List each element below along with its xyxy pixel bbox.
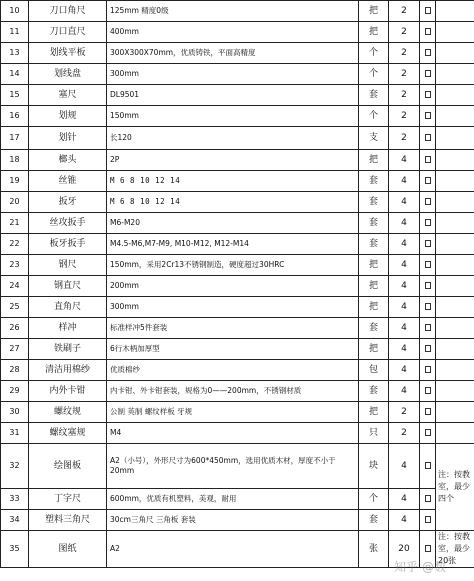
item-spec: 400mm [107,22,359,43]
checkbox-icon [425,156,431,163]
item-name: 划规 [29,106,107,127]
item-quantity: 2 [389,127,420,150]
note-cell-empty [436,402,474,423]
checkbox-icon [425,462,431,469]
checkbox-icon [425,516,431,523]
checkbox-cell [420,85,436,106]
checkbox-icon [425,387,431,394]
checkbox-icon [425,495,431,502]
table-row [1,381,474,402]
checkbox-cell [420,171,436,192]
item-quantity: 4 [389,150,420,171]
item-spec: 200mm [107,276,359,297]
checkbox-icon [425,112,431,119]
row-number: 30 [1,402,29,423]
row-number: 35 [1,531,29,568]
checkbox-cell [420,276,436,297]
table-row [1,339,474,360]
item-quantity: 4 [389,192,420,213]
item-unit: 张 [359,531,389,568]
item-quantity: 4 [389,276,420,297]
item-name: 钢尺 [29,255,107,276]
checkbox-cell [420,255,436,276]
note-cell-empty [436,276,474,297]
table-row [1,402,474,423]
item-name: 图纸 [29,531,107,568]
note-cell-empty [436,255,474,276]
item-quantity: 4 [389,339,420,360]
item-unit: 个 [359,106,389,127]
item-quantity: 4 [389,297,420,318]
item-quantity: 2 [389,106,420,127]
table-row [1,276,474,297]
checkbox-icon [425,408,431,415]
item-quantity: 2 [389,423,420,444]
item-name: 板牙扳手 [29,234,107,255]
item-spec: M 6 8 10 12 14 [107,192,359,213]
row-number: 25 [1,297,29,318]
item-quantity: 4 [389,318,420,339]
checkbox-icon [425,7,431,14]
row-number: 27 [1,339,29,360]
item-spec: 2P [107,150,359,171]
checkbox-cell [420,381,436,402]
item-spec: 150mm，采用2Cr13不锈钢制造，硬度超过30HRC [107,255,359,276]
item-unit: 块 [359,444,389,489]
table-row [1,85,474,106]
item-spec: 300mm [107,64,359,85]
checkbox-icon [425,545,431,552]
note-cell-empty [436,423,474,444]
checkbox-cell [420,339,436,360]
table-row [1,127,474,150]
item-spec: 标准样冲5件套装 [107,318,359,339]
item-name: 塞尺 [29,85,107,106]
item-unit: 把 [359,1,389,22]
row-number: 16 [1,106,29,127]
item-unit: 套 [359,381,389,402]
row-number: 13 [1,43,29,64]
item-unit: 把 [359,297,389,318]
watermark: 知乎 @数 [394,560,446,574]
item-unit: 把 [359,255,389,276]
item-unit: 把 [359,402,389,423]
row-number: 11 [1,22,29,43]
checkbox-icon [425,28,431,35]
item-quantity: 20 [389,531,420,568]
checkbox-cell [420,127,436,150]
table-row [1,192,474,213]
checkbox-cell [420,150,436,171]
item-quantity: 4 [389,510,420,531]
item-quantity: 4 [389,171,420,192]
item-spec: M4 [107,423,359,444]
checkbox-cell [420,234,436,255]
item-unit: 套 [359,510,389,531]
checkbox-icon [425,366,431,373]
checkbox-cell [420,106,436,127]
item-spec: DL9501 [107,85,359,106]
item-quantity: 4 [389,360,420,381]
item-spec: 125mm 精度0级 [107,1,359,22]
item-quantity: 4 [389,444,420,489]
checkbox-cell [420,531,436,568]
item-spec: 150mm [107,106,359,127]
item-unit: 套 [359,85,389,106]
note-cell-empty [436,150,474,171]
note-cell-empty [436,213,474,234]
note-cell-empty [436,381,474,402]
item-quantity: 2 [389,402,420,423]
note-cell-empty [436,1,474,22]
item-spec: 内卡钳、外卡钳套装，规格为0——200mm，不锈钢材质 [107,381,359,402]
note-cell-empty [436,297,474,318]
item-unit: 支 [359,127,389,150]
table-row [1,489,474,510]
note-cell: 注：按教室，最少20张 [436,531,474,568]
item-quantity: 2 [389,1,420,22]
note-cell-empty [436,192,474,213]
row-number: 15 [1,85,29,106]
checkbox-icon [425,303,431,310]
item-unit: 个 [359,64,389,85]
checkbox-icon [425,345,431,352]
item-unit: 把 [359,22,389,43]
item-name: 样冲 [29,318,107,339]
item-name: 丁字尺 [29,489,107,510]
checkbox-icon [425,177,431,184]
item-name: 丝攻扳手 [29,213,107,234]
row-number: 28 [1,360,29,381]
checkbox-icon [425,91,431,98]
checkbox-cell [420,318,436,339]
row-number: 10 [1,1,29,22]
item-name: 丝锥 [29,171,107,192]
item-quantity: 4 [389,255,420,276]
item-unit: 套 [359,192,389,213]
table-row [1,531,474,568]
item-name: 刀口角尺 [29,1,107,22]
note-cell-empty [436,22,474,43]
row-number: 21 [1,213,29,234]
table-row [1,444,474,489]
table-row [1,255,474,276]
item-name: 刀口直尺 [29,22,107,43]
item-name: 划针 [29,127,107,150]
item-spec: M4.5-M6,M7-M9, M10-M12, M12-M14 [107,234,359,255]
item-name: 螺纹规 [29,402,107,423]
item-unit: 把 [359,276,389,297]
item-unit: 个 [359,489,389,510]
row-number: 14 [1,64,29,85]
note-cell-empty [436,85,474,106]
row-number: 18 [1,150,29,171]
checkbox-icon [425,324,431,331]
item-quantity: 4 [389,381,420,402]
row-number: 24 [1,276,29,297]
row-number: 33 [1,489,29,510]
row-number: 23 [1,255,29,276]
item-unit: 把 [359,150,389,171]
item-name: 钢直尺 [29,276,107,297]
table-row [1,171,474,192]
checkbox-icon [425,429,431,436]
checkbox-icon [425,282,431,289]
checkbox-cell [420,444,436,489]
item-spec: A2 [107,531,359,568]
item-unit: 把 [359,339,389,360]
item-spec: 600mm，优质有机塑料，美观，耐用 [107,489,359,510]
item-quantity: 2 [389,22,420,43]
table-row [1,360,474,381]
checkbox-cell [420,43,436,64]
item-spec: 优质棉纱 [107,360,359,381]
item-quantity: 2 [389,43,420,64]
checkbox-cell [420,192,436,213]
item-unit: 包 [359,360,389,381]
item-unit: 套 [359,234,389,255]
item-name: 扳牙 [29,192,107,213]
item-spec: 30cm三角尺 三角板 套装 [107,510,359,531]
item-spec: 公制 英制 螺纹样板 牙规 [107,402,359,423]
table-row [1,1,474,22]
table-row [1,234,474,255]
checkbox-cell [420,423,436,444]
item-spec: 300X300X70mm，优质铸铁，平面高精度 [107,43,359,64]
item-name: 直角尺 [29,297,107,318]
row-number: 26 [1,318,29,339]
row-number: 22 [1,234,29,255]
checkbox-cell [420,360,436,381]
checkbox-icon [425,70,431,77]
note-cell-empty [436,360,474,381]
row-number: 17 [1,127,29,150]
note-cell-empty [436,318,474,339]
checkbox-cell [420,489,436,510]
item-name: 划线平板 [29,43,107,64]
table-row [1,106,474,127]
table-row [1,297,474,318]
item-name: 绘图板 [29,444,107,489]
checkbox-icon [425,198,431,205]
checkbox-cell [420,22,436,43]
checkbox-icon [425,240,431,247]
item-name: 螺纹塞规 [29,423,107,444]
item-quantity: 2 [389,64,420,85]
checkbox-cell [420,402,436,423]
note-cell-empty [436,171,474,192]
item-spec: 6行木柄加厚型 [107,339,359,360]
item-unit: 只 [359,423,389,444]
checkbox-icon [425,134,431,141]
item-unit: 套 [359,171,389,192]
checkbox-cell [420,213,436,234]
item-spec: 300mm [107,297,359,318]
checkbox-icon [425,49,431,56]
item-name: 榔头 [29,150,107,171]
row-number: 31 [1,423,29,444]
row-number: 19 [1,171,29,192]
table-row [1,318,474,339]
checkbox-cell [420,64,436,85]
item-quantity: 4 [389,213,420,234]
item-quantity: 2 [389,85,420,106]
table-row [1,64,474,85]
item-quantity: 4 [389,234,420,255]
row-number: 34 [1,510,29,531]
table-row [1,22,474,43]
table-row [1,213,474,234]
item-name: 内外卡钳 [29,381,107,402]
table-row [1,510,474,531]
row-number: 29 [1,381,29,402]
item-name: 塑料三角尺 [29,510,107,531]
checkbox-cell [420,510,436,531]
item-spec: M6-M20 [107,213,359,234]
table-row [1,150,474,171]
checkbox-cell [420,297,436,318]
item-name: 划线盘 [29,64,107,85]
note-cell: 注：按教室，最少四个 [436,444,474,531]
item-unit: 套 [359,213,389,234]
note-cell-empty [436,106,474,127]
item-unit: 个 [359,43,389,64]
table-body [1,1,474,568]
item-quantity: 4 [389,489,420,510]
row-number: 20 [1,192,29,213]
checkbox-cell [420,1,436,22]
table-row [1,43,474,64]
note-cell-empty [436,64,474,85]
checkbox-icon [425,261,431,268]
item-name: 清洁用棉纱 [29,360,107,381]
table-row [1,423,474,444]
note-cell-empty [436,234,474,255]
item-spec: M 6 8 10 12 14 [107,171,359,192]
item-spec: 长120 [107,127,359,150]
item-name: 铁刷子 [29,339,107,360]
note-cell-empty [436,127,474,150]
row-number: 32 [1,444,29,489]
checkbox-icon [425,219,431,226]
note-cell-empty [436,339,474,360]
item-spec: A2（小号），外形尺寸为600*450mm，选用优质木材，厚度不小于20mm [107,444,359,489]
item-unit: 套 [359,318,389,339]
note-cell-empty [436,43,474,64]
